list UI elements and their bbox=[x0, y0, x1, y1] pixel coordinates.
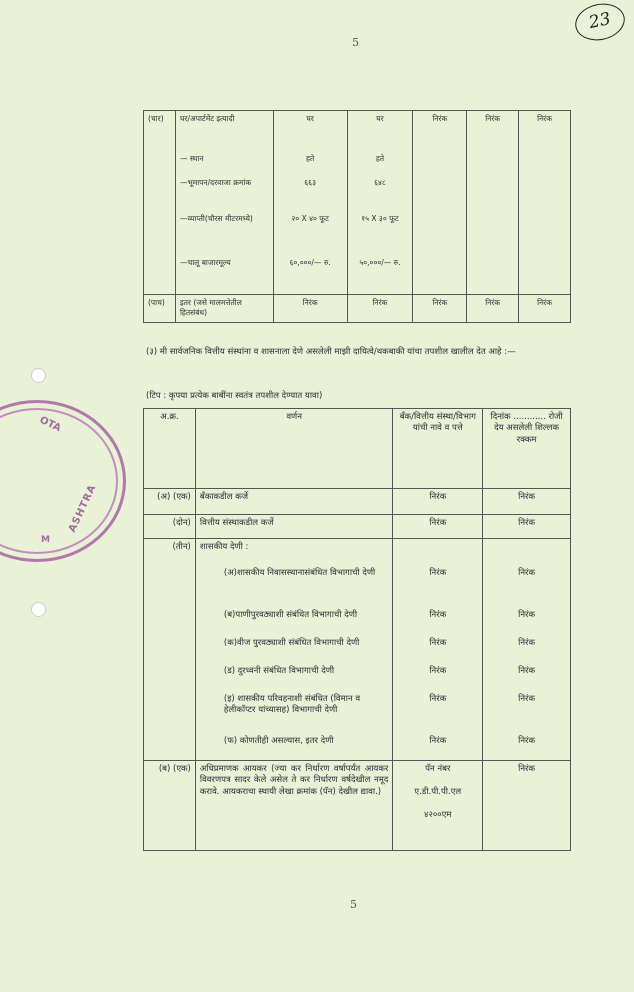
property-cell-c3 bbox=[413, 151, 467, 175]
liability-row bbox=[144, 761, 571, 851]
liability-cell-serial: (दोन) bbox=[144, 515, 196, 539]
property-table bbox=[143, 110, 571, 323]
liability-cell-serial bbox=[144, 663, 196, 691]
property-cell-c3: निरंक bbox=[413, 111, 467, 151]
property-row bbox=[144, 255, 571, 295]
punch-hole-top bbox=[31, 368, 46, 383]
liability-cell-bank: निरंक bbox=[393, 565, 483, 607]
liability-cell-amount: निरंक bbox=[483, 761, 571, 851]
liability-cell-amount: निरंक bbox=[483, 565, 571, 607]
property-cell-c4 bbox=[467, 151, 519, 175]
property-cell-c5: निरंक bbox=[519, 295, 571, 323]
property-cell-desc: इतर (जसे मालमत्तेतील हितसंबंध) bbox=[175, 295, 273, 323]
liability-row bbox=[144, 489, 571, 515]
header-amount: दिनांक ............ रोजी देय असलेली शिल्लक रक्कम bbox=[483, 409, 571, 489]
circled-page-number: 23 bbox=[572, 0, 628, 45]
liability-cell-description: (ड) दुरध्वनी संबंधित विभागाची देणी bbox=[195, 663, 393, 691]
property-row bbox=[144, 151, 571, 175]
liability-row bbox=[144, 733, 571, 761]
header-bank: बँक/वित्तीय संस्था/विभाग यांची नावे व पत्ते bbox=[393, 409, 483, 489]
property-cell-c1: ६०,०००/— रु. bbox=[273, 255, 347, 295]
header-description: वर्णन bbox=[195, 409, 393, 489]
property-cell-c4 bbox=[467, 211, 519, 255]
liability-row bbox=[144, 515, 571, 539]
property-cell-label bbox=[144, 211, 176, 255]
liability-cell-description: अधिप्रमाणक आयकर (ज्या कर निर्धारण वर्षापर्यंत आयकर विवरणपत्र सादर केले असेल ते कर निर्धारण वर्षदेखील नमूद करावे. आयकराचा स्थायी लेखा क्रमांक (पॅन) देखील द्यावा.) bbox=[195, 761, 393, 851]
property-cell-c2: १५ X ३० फूट bbox=[347, 211, 413, 255]
liability-cell-description: (इ) शासकीय परिवहनाशी संबंधित (विमान व हेलीकॉप्टर यांच्यासह) विभागाची देणी bbox=[195, 691, 393, 733]
liability-cell-description: (क)वीज पुरवठ्याशी संबंधित विभागाची देणी bbox=[195, 635, 393, 663]
property-cell-c4 bbox=[467, 175, 519, 211]
note-text: (टिप : कृपया प्रत्येक बाबींना स्वतंत्र तपशील देण्यात यावा) bbox=[146, 391, 323, 401]
liability-row bbox=[144, 691, 571, 733]
liability-cell-description: (ब)पाणीपुरवठ्याशी संबंधित विभागाची देणी bbox=[195, 607, 393, 635]
liability-cell-serial bbox=[144, 635, 196, 663]
property-cell-c4: निरंक bbox=[467, 295, 519, 323]
property-cell-desc: घर/अपार्टमेंट इत्यादी bbox=[175, 111, 273, 151]
top-page-number: 5 bbox=[352, 36, 359, 49]
punch-hole-bottom bbox=[31, 602, 46, 617]
property-cell-c3 bbox=[413, 211, 467, 255]
header-serial: अ.क्र. bbox=[144, 409, 196, 489]
property-cell-c1: हते bbox=[273, 151, 347, 175]
property-cell-c1: ६६३ bbox=[273, 175, 347, 211]
liability-cell-bank: निरंक bbox=[393, 489, 483, 515]
property-cell-label bbox=[144, 175, 176, 211]
liability-cell-serial bbox=[144, 691, 196, 733]
property-cell-c3: निरंक bbox=[413, 295, 467, 323]
liability-cell-amount: निरंक bbox=[483, 663, 571, 691]
stamp-text-side: ASHTRA bbox=[66, 482, 99, 535]
property-cell-c5 bbox=[519, 151, 571, 175]
property-cell-label: (पाच) bbox=[144, 295, 176, 323]
liability-cell-serial bbox=[144, 733, 196, 761]
bottom-page-number: 5 bbox=[350, 898, 357, 911]
property-cell-c5 bbox=[519, 211, 571, 255]
liability-cell-amount: निरंक bbox=[483, 515, 571, 539]
liability-cell-description: (फ) कोणतीही असल्यास, इतर देणी bbox=[195, 733, 393, 761]
property-cell-c1: २० X ४० फूट bbox=[273, 211, 347, 255]
property-row bbox=[144, 211, 571, 255]
liability-row bbox=[144, 565, 571, 607]
property-cell-desc: —व्याप्ती(चौरस मीटरमध्ये) bbox=[175, 211, 273, 255]
liability-cell-amount: निरंक bbox=[483, 635, 571, 663]
liability-cell-bank: निरंक bbox=[393, 691, 483, 733]
liability-cell-amount: निरंक bbox=[483, 691, 571, 733]
stamp-mark: M bbox=[41, 535, 50, 545]
liabilities-paragraph: (३) मी सार्वजनिक वित्तीय संस्थांना व शासनाला देणे असलेली माझी दायित्वे/थकबाकी यांचा तपशील खालील देत आहे :— bbox=[146, 347, 516, 357]
property-cell-desc: — स्थान bbox=[175, 151, 273, 175]
property-cell-c5 bbox=[519, 175, 571, 211]
liability-cell-bank: पॅन नंबर ए.डी.पी.पी.एल ४२००एम bbox=[393, 761, 483, 851]
liability-cell-serial: (तीन) bbox=[144, 539, 196, 565]
property-cell-c4 bbox=[467, 255, 519, 295]
stamp-text-top: OTA bbox=[37, 414, 63, 435]
property-cell-c2: निरंक bbox=[347, 295, 413, 323]
property-cell-c2: घर bbox=[347, 111, 413, 151]
property-cell-c3 bbox=[413, 175, 467, 211]
liability-cell-description: बँकाकडील कर्जे bbox=[195, 489, 393, 515]
property-cell-c2: हते bbox=[347, 151, 413, 175]
liability-row bbox=[144, 663, 571, 691]
property-cell-c2: ६४८ bbox=[347, 175, 413, 211]
official-stamp bbox=[0, 400, 126, 562]
property-cell-c1: घर bbox=[273, 111, 347, 151]
liability-cell-amount: निरंक bbox=[483, 489, 571, 515]
property-cell-label bbox=[144, 151, 176, 175]
liability-cell-serial: (ब) (एक) bbox=[144, 761, 196, 851]
property-cell-c4: निरंक bbox=[467, 111, 519, 151]
liability-cell-serial bbox=[144, 565, 196, 607]
property-cell-label bbox=[144, 255, 176, 295]
liability-cell-bank: निरंक bbox=[393, 607, 483, 635]
liability-cell-description: (अ)शासकीय निवासस्थानासंबंधित विभागाची देणी bbox=[195, 565, 393, 607]
liability-cell-bank: निरंक bbox=[393, 663, 483, 691]
property-cell-c2: ५०,०००/— रु. bbox=[347, 255, 413, 295]
liability-cell-bank: निरंक bbox=[393, 733, 483, 761]
property-cell-c5: निरंक bbox=[519, 111, 571, 151]
liability-cell-amount bbox=[483, 539, 571, 565]
liability-cell-amount: निरंक bbox=[483, 607, 571, 635]
liability-cell-bank: निरंक bbox=[393, 515, 483, 539]
property-cell-c3 bbox=[413, 255, 467, 295]
liability-cell-bank: निरंक bbox=[393, 635, 483, 663]
liability-row bbox=[144, 539, 571, 565]
property-cell-c5 bbox=[519, 255, 571, 295]
liability-row bbox=[144, 635, 571, 663]
liability-cell-description: वित्तीय संस्थाकडील कर्जे bbox=[195, 515, 393, 539]
liability-cell-serial bbox=[144, 607, 196, 635]
property-cell-label: (चार) bbox=[144, 111, 176, 151]
property-cell-desc: —चालू बाजारमूल्य bbox=[175, 255, 273, 295]
liability-row bbox=[144, 607, 571, 635]
liability-cell-bank bbox=[393, 539, 483, 565]
property-cell-c1: निरंक bbox=[273, 295, 347, 323]
property-row bbox=[144, 175, 571, 211]
liabilities-table bbox=[143, 408, 571, 851]
property-row bbox=[144, 295, 571, 323]
liability-cell-serial: (अ) (एक) bbox=[144, 489, 196, 515]
liability-cell-amount: निरंक bbox=[483, 733, 571, 761]
property-cell-desc: —भूमापन/दरवाजा क्रमांक bbox=[175, 175, 273, 211]
property-row bbox=[144, 111, 571, 151]
liability-cell-description: शासकीय देणी : bbox=[195, 539, 393, 565]
